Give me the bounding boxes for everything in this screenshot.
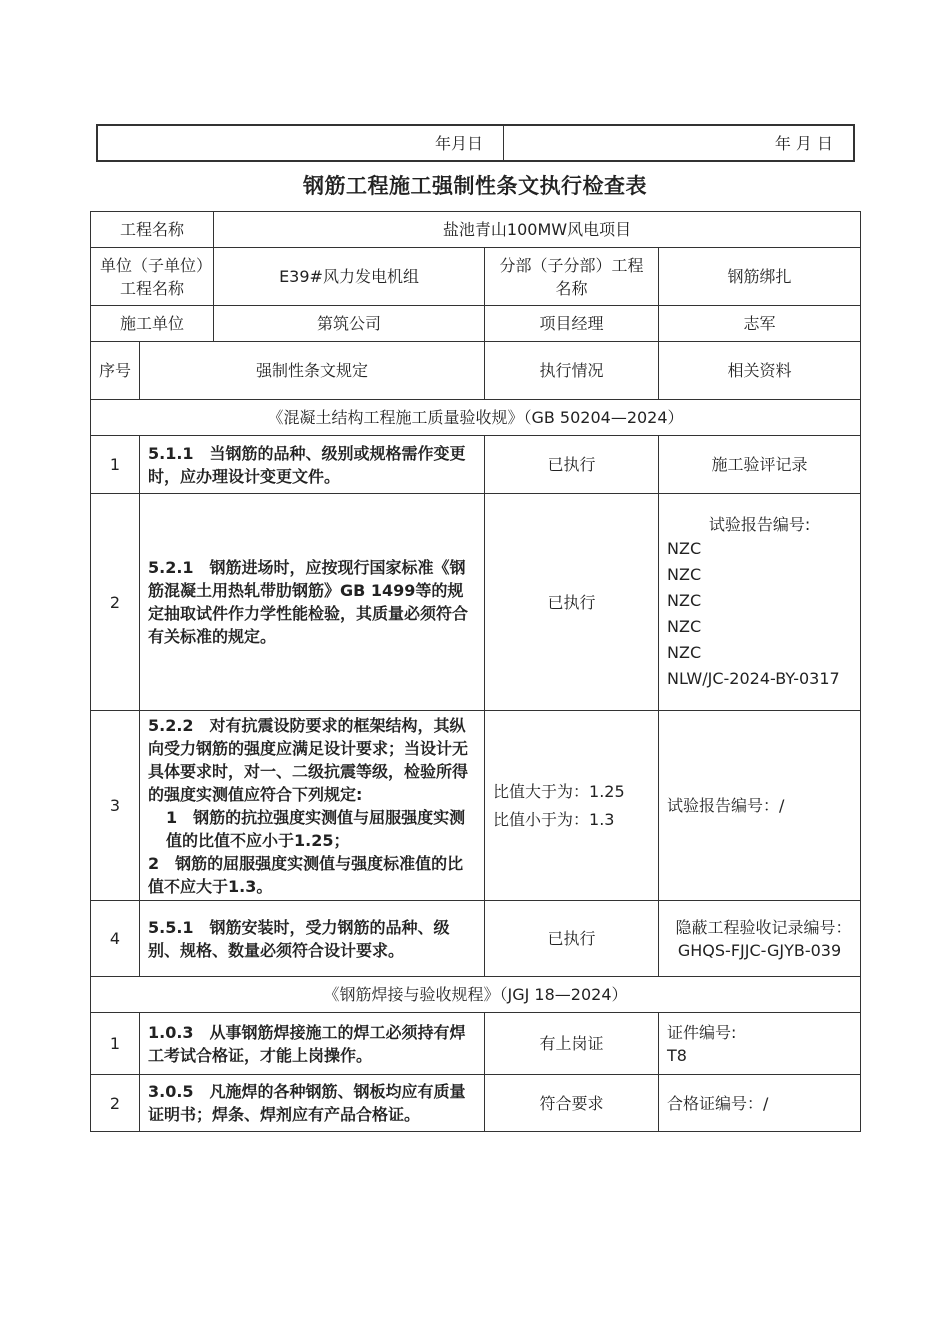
- row-reference: [659, 1013, 861, 1075]
- section2-title: 《钢筋焊接与验收规程》（JGJ 18—2024）: [91, 977, 861, 1013]
- section1-title-row: [91, 400, 861, 436]
- row-seq: 3: [91, 711, 140, 901]
- row-seq: 1: [91, 1013, 140, 1075]
- row-rule: 3.0.5 凡施焊的各种钢筋、钢板均应有质量证明书；焊条、焊剂应有产品合格证。: [140, 1075, 485, 1132]
- manager-label: 项目经理: [485, 306, 659, 342]
- document-title: 钢筋工程施工强制性条文执行检查表: [303, 174, 647, 198]
- unit-label: 单位（子单位）工程名称: [91, 248, 214, 306]
- status-line-2: 比值小于为：1.3: [493, 809, 615, 829]
- reference-number: NZC: [667, 616, 702, 636]
- row-status: 已执行: [485, 901, 659, 977]
- reference-number: T8: [667, 1045, 687, 1065]
- section1-title: 《混凝土结构工程施工质量验收规》（GB 50204—2024）: [91, 400, 861, 436]
- row-status: [485, 711, 659, 901]
- table-row: [91, 901, 861, 977]
- inspection-table: [90, 211, 861, 1132]
- table-row: [91, 711, 861, 901]
- row-rule: [140, 711, 485, 901]
- reference-number: NLW/JC-2024-BY-0317: [667, 668, 840, 688]
- table-row: [91, 1075, 861, 1132]
- table-row: [91, 1013, 861, 1075]
- row-reference: 隐蔽工程验收记录编号： GHQS-FJJC-GJYB-039: [659, 901, 861, 977]
- header-reference: 相关资料: [659, 342, 861, 400]
- row-seq: 2: [91, 494, 140, 711]
- section2-title-row: [91, 977, 861, 1013]
- contractor-label: 施工单位: [91, 306, 214, 342]
- row-seq: 2: [91, 1075, 140, 1132]
- subdivision-value: 钢筋绑扎: [659, 248, 861, 306]
- row-reference: [659, 494, 861, 711]
- reference-number: NZC: [667, 538, 702, 558]
- info-row-project: [91, 212, 861, 248]
- reference-number: NZC: [667, 564, 702, 584]
- row-status: 已执行: [485, 494, 659, 711]
- info-row-unit: [91, 248, 861, 306]
- row-reference: 试验报告编号：/: [659, 711, 861, 901]
- table-row: [91, 494, 861, 711]
- date-table: [96, 124, 855, 162]
- reference-heading: 试验报告编号:: [708, 514, 811, 534]
- reference-number: NZC: [667, 642, 702, 662]
- row-seq: 1: [91, 436, 140, 494]
- reference-number: NZC: [667, 590, 702, 610]
- header-status: 执行情况: [485, 342, 659, 400]
- rule-item-2: 2 钢筋的屈服强度实测值与强度标准值的比值不应大于1.3。: [148, 853, 464, 896]
- date-right: 年 月 日: [504, 125, 855, 161]
- project-name-value: 盐池青山100MW风电项目: [214, 212, 861, 248]
- info-row-contractor: [91, 306, 861, 342]
- subdivision-label: 分部（子分部）工程名称: [485, 248, 659, 306]
- unit-value: E39#风力发电机组: [214, 248, 485, 306]
- row-rule: 5.1.1 当钢筋的品种、级别或规格需作变更时，应办理设计变更文件。: [140, 436, 485, 494]
- header-seq: 序号: [91, 342, 140, 400]
- row-seq: 4: [91, 901, 140, 977]
- row-reference: 合格证编号：/: [659, 1075, 861, 1132]
- row-reference: 施工验评记录: [659, 436, 861, 494]
- row-status: 已执行: [485, 436, 659, 494]
- row-rule: 5.2.1 钢筋进场时，应按现行国家标准《钢筋混凝土用热轧带肋钢筋》GB 1499等的规定抽取试件作力学性能检验，其质量必须符合有关标准的规定。: [140, 494, 485, 711]
- status-line-1: 比值大于为：1.25: [493, 781, 625, 801]
- row-rule: 5.5.1 钢筋安装时，受力钢筋的品种、级别、规格、数量必须符合设计要求。: [140, 901, 485, 977]
- row-rule: 1.0.3 从事钢筋焊接施工的焊工必须持有焊工考试合格证，才能上岗操作。: [140, 1013, 485, 1075]
- row-status: 符合要求: [485, 1075, 659, 1132]
- project-name-label: 工程名称: [91, 212, 214, 248]
- date-left: 年月日: [97, 125, 504, 161]
- manager-value: 志军: [659, 306, 861, 342]
- contractor-value: 第筑公司: [214, 306, 485, 342]
- rule-item-1: 1 钢筋的抗拉强度实测值与屈服强度实测值的比值不应小于1.25；: [166, 807, 466, 850]
- header-rule: 强制性条文规定: [140, 342, 485, 400]
- header-row: [91, 342, 861, 400]
- reference-label: 证件编号:: [667, 1022, 737, 1042]
- rule-main: 5.2.2 对有抗震设防要求的框架结构，其纵向受力钢筋的强度应满足设计要求；当设计无具体要求时，对一、二级抗震等级，检验所得的强度实测值应符合下列规定:: [148, 715, 469, 804]
- table-row: [91, 436, 861, 494]
- row-status: 有上岗证: [485, 1013, 659, 1075]
